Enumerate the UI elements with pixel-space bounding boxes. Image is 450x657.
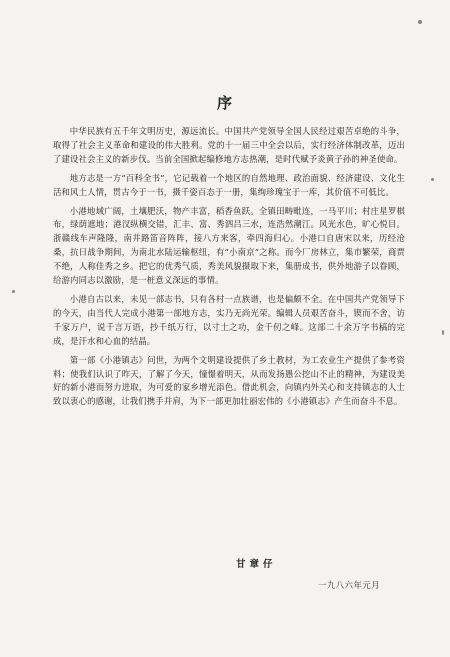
paragraph: 中华民族有五千年文明历史，源远流长。中国共产党领导全国人民经过艰苦卓绝的斗争，取得了社会主义革命和建设的伟大胜利。党的十一届三中全会以后，实行经济体制改革，迈出了建设社会主义的新步伐。当前全国掀起编修地方志热潮，是时代赋予炎黄子孙的神圣使命。 — [53, 126, 405, 164]
scan-speck — [442, 330, 444, 335]
paragraph: 第一部《小港镇志》问世，为两个文明建设提供了乡土教材，为工农业生产提供了参考资料；使我们认识了昨天，了解了今天，憧憬着明天，从而发扬愚公挖山不止的精神，为建设美好的新小港而努力进取，为可爱的家乡增光添色。借此机会，向镇内外关心和支持镇志的人士致以衷心的感谢，让我们携手并肩，为下一部更加壮丽宏伟的《小港镇志》产生而奋斗不息。 — [53, 354, 405, 407]
preface-body — [53, 125, 405, 414]
date-line: 一九八六年元月 — [318, 580, 381, 590]
preface-title: 序 — [216, 94, 233, 112]
paragraph: 小港自古以来，未见一部志书，只有各村一点族谱，也是偏颇不全。在中国共产党领导下的今天，由当代人完成小港第一部地方志，实乃无尚光荣。编辑人员艰苦奋斗，锲而不舍，访千家万户，说千言万语，抄千纸万行，以寸土之功，金千仞之峰。这部二十余万字书稿的完成，是汗水和心血的结晶。 — [53, 293, 405, 346]
author-signature: 甘章仔 — [236, 559, 277, 570]
paragraph: 地方志是一方“百科全书”，它记载着一个地区的自然地理、政治面貌、经济建设、文化生活和风土人情，贯古今于一书，摄千姿百态于一册，集绚珍瑰宝于一库，其价值不可低比。 — [53, 172, 405, 197]
scan-speck — [431, 178, 434, 181]
scan-speck — [418, 20, 422, 24]
paragraph: 小港地域广阔，土壤肥沃，物产丰富，稻香鱼跃。全镇田畴毗连，一马平川；村庄星罗棋布，绿荫遮地；港汊纵横交错，汇丰、富、秀泗吕三水，连浩然潮江。风光水色，旷心悦目。浙赣线车声隆隆，南井路笛音阵阵，接八方来客，牵四海归心。小港口自唐宋以来，历经沧桑，抗日战争期间，为南北水陆运输枢纽，有“小南京”之称。而今厂房林立，集市繁荣，商贾不绝，人称佳秀之乡。把它的优秀气质，秀美风貌摄取下来，集册成书，供外地游子以眷顾，给游内同志以激励，是一桩意义深远的事情。 — [53, 205, 405, 286]
scan-speck — [12, 290, 15, 293]
